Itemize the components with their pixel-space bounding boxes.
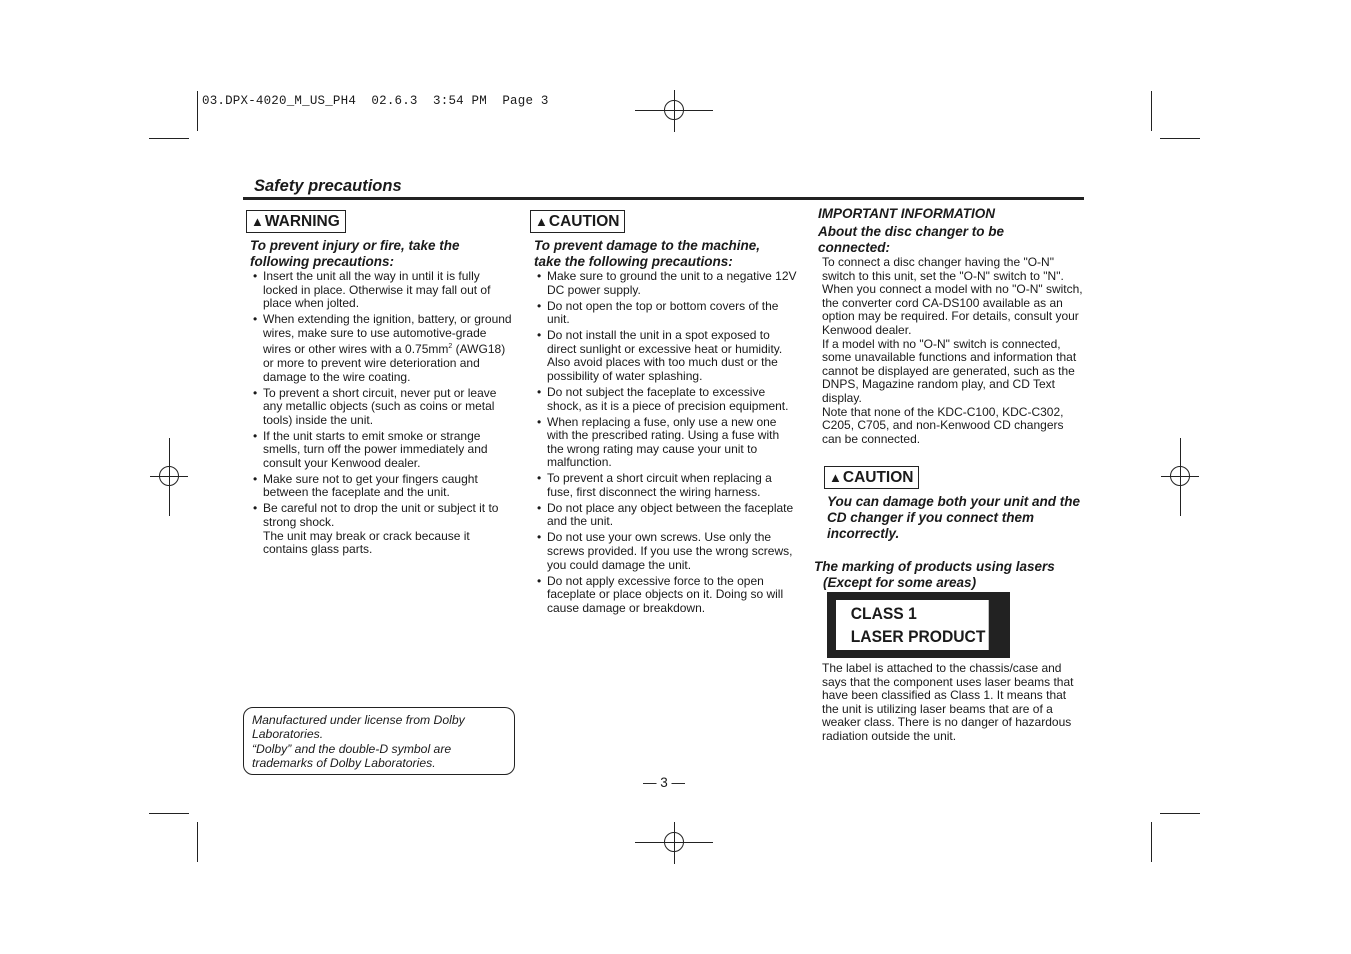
list-item: • Insert the unit all the way in until it is fully locked in place. Otherwise it may fall out of place when jolted. [252, 270, 514, 311]
warning-triangle-icon: ▲ [251, 214, 264, 229]
list-item: • Make sure not to get your fingers caught between the faceplate and the unit. [252, 473, 514, 500]
warning-triangle-icon: ▲ [535, 214, 548, 229]
warning-list [252, 270, 514, 557]
crop-mark [197, 822, 198, 862]
list-item: • To prevent a short circuit, never put or leave any metallic objects (such as coins or metal tools) inside the unit. [252, 387, 514, 428]
disc-changer-info: To connect a disc changer having the "O-N" switch to this unit, set the "O-N" switch to "N". When you connect a model with no "O-N" switch, the converter cord CA-DS100 available as an option may be required. For details, consult your Kenwood dealer. If a model with no "O-N" switch is connected, some unavailable functions and information that cannot be displayed are generated, such as the DNPS, Magazine random play, and CD Text display. Note that none of the KDC-C100, KDC-C302, C205, C705, and non-Kenwood CD changers can be connected. [822, 255, 1083, 446]
list-item: • Do not open the top or bottom covers of the unit. [536, 300, 798, 327]
list-item: • If the unit starts to emit smoke or strange smells, turn off the power immediately and consult your Kenwood dealer. [252, 430, 514, 471]
list-item-continuation: The unit may break or crack because it contains glass parts. [263, 528, 470, 557]
caution-subheading: To prevent damage to the machine, take the following precautions: [534, 238, 761, 269]
laser-heading: The marking of products using lasers (Except for some areas) [814, 559, 1055, 590]
list-item: • To prevent a short circuit when replacing a fuse, first disconnect the wiring harness. [536, 472, 798, 499]
warning-tag: ▲WARNING [246, 210, 346, 233]
section-title: Safety precautions [254, 177, 402, 195]
crop-mark [1151, 822, 1152, 862]
print-header: 03.DPX-4020_M_US_PH4 02.6.3 3:54 PM Page 3 [202, 94, 549, 108]
list-item: • Be careful not to drop the unit or subject it to strong shock. The unit may break or crack because it contains glass parts. [252, 502, 514, 556]
list-item: • When extending the ignition, battery, or ground wires, make sure to use automotive-grade wires or other wires with a $0.75mm^2$ (AWG18) or more to prevent wire deterioration and damage to the wire coating. [252, 313, 514, 384]
laser-description: The label is attached to the chassis/case and says that the component uses laser beams that have been classified as Class 1. It means that the unit is utilizing laser beams that are of a weaker class. There is no danger of hazardous radiation outside the unit. [822, 661, 1074, 743]
list-item: • When replacing a fuse, only use a new one with the prescribed rating. Using a fuse with the wrong rating may cause your unit to malfunction. [536, 416, 798, 470]
caution-list [536, 270, 798, 618]
laser-class-label [827, 592, 1010, 658]
crop-mark [1160, 813, 1200, 814]
dolby-notice: Manufactured under license from Dolby Laboratories. “Dolby” and the double-D symbol are trademarks of Dolby Laboratories. [243, 707, 515, 775]
warning-subheading: To prevent injury or fire, take the following precautions: [250, 238, 460, 269]
changer-caution-tag: ▲CAUTION [824, 466, 919, 489]
list-item: • Do not place any object between the faceplate and the unit. [536, 502, 798, 529]
crop-mark [197, 91, 198, 131]
warning-triangle-icon: ▲ [829, 470, 842, 485]
crop-mark [149, 138, 189, 139]
list-item: • Do not subject the faceplate to excessive shock, as it is a piece of precision equipment. [536, 386, 798, 413]
important-subheading: About the disc changer to be connected: [818, 224, 1005, 255]
crop-mark [1151, 91, 1152, 131]
crop-mark [1160, 138, 1200, 139]
list-item: • Do not apply excessive force to the open faceplate or place objects on it. Doing so will cause damage or breakdown. [536, 575, 798, 616]
important-heading: IMPORTANT INFORMATION [818, 206, 995, 221]
laser-label-line: CLASS 1 [850, 604, 917, 623]
list-item: • Do not install the unit in a spot exposed to direct sunlight or excessive heat or humidity. Also avoid places with too much dust or the possibility of water splashing. [536, 329, 798, 383]
list-item: • Make sure to ground the unit to a negative 12V DC power supply. [536, 270, 798, 297]
page-number: — 3 — [643, 775, 686, 790]
laser-label-line: LASER PRODUCT [850, 627, 986, 646]
list-item: • Do not use your own screws. Use only the screws provided. If you use the wrong screws, you could damage the unit. [536, 531, 798, 572]
title-rule [243, 197, 1084, 200]
crop-mark [149, 813, 189, 814]
caution-tag: ▲CAUTION [530, 210, 625, 233]
changer-caution-text: You can damage both your unit and the CD changer if you connect them incorrectly. [827, 494, 1081, 541]
